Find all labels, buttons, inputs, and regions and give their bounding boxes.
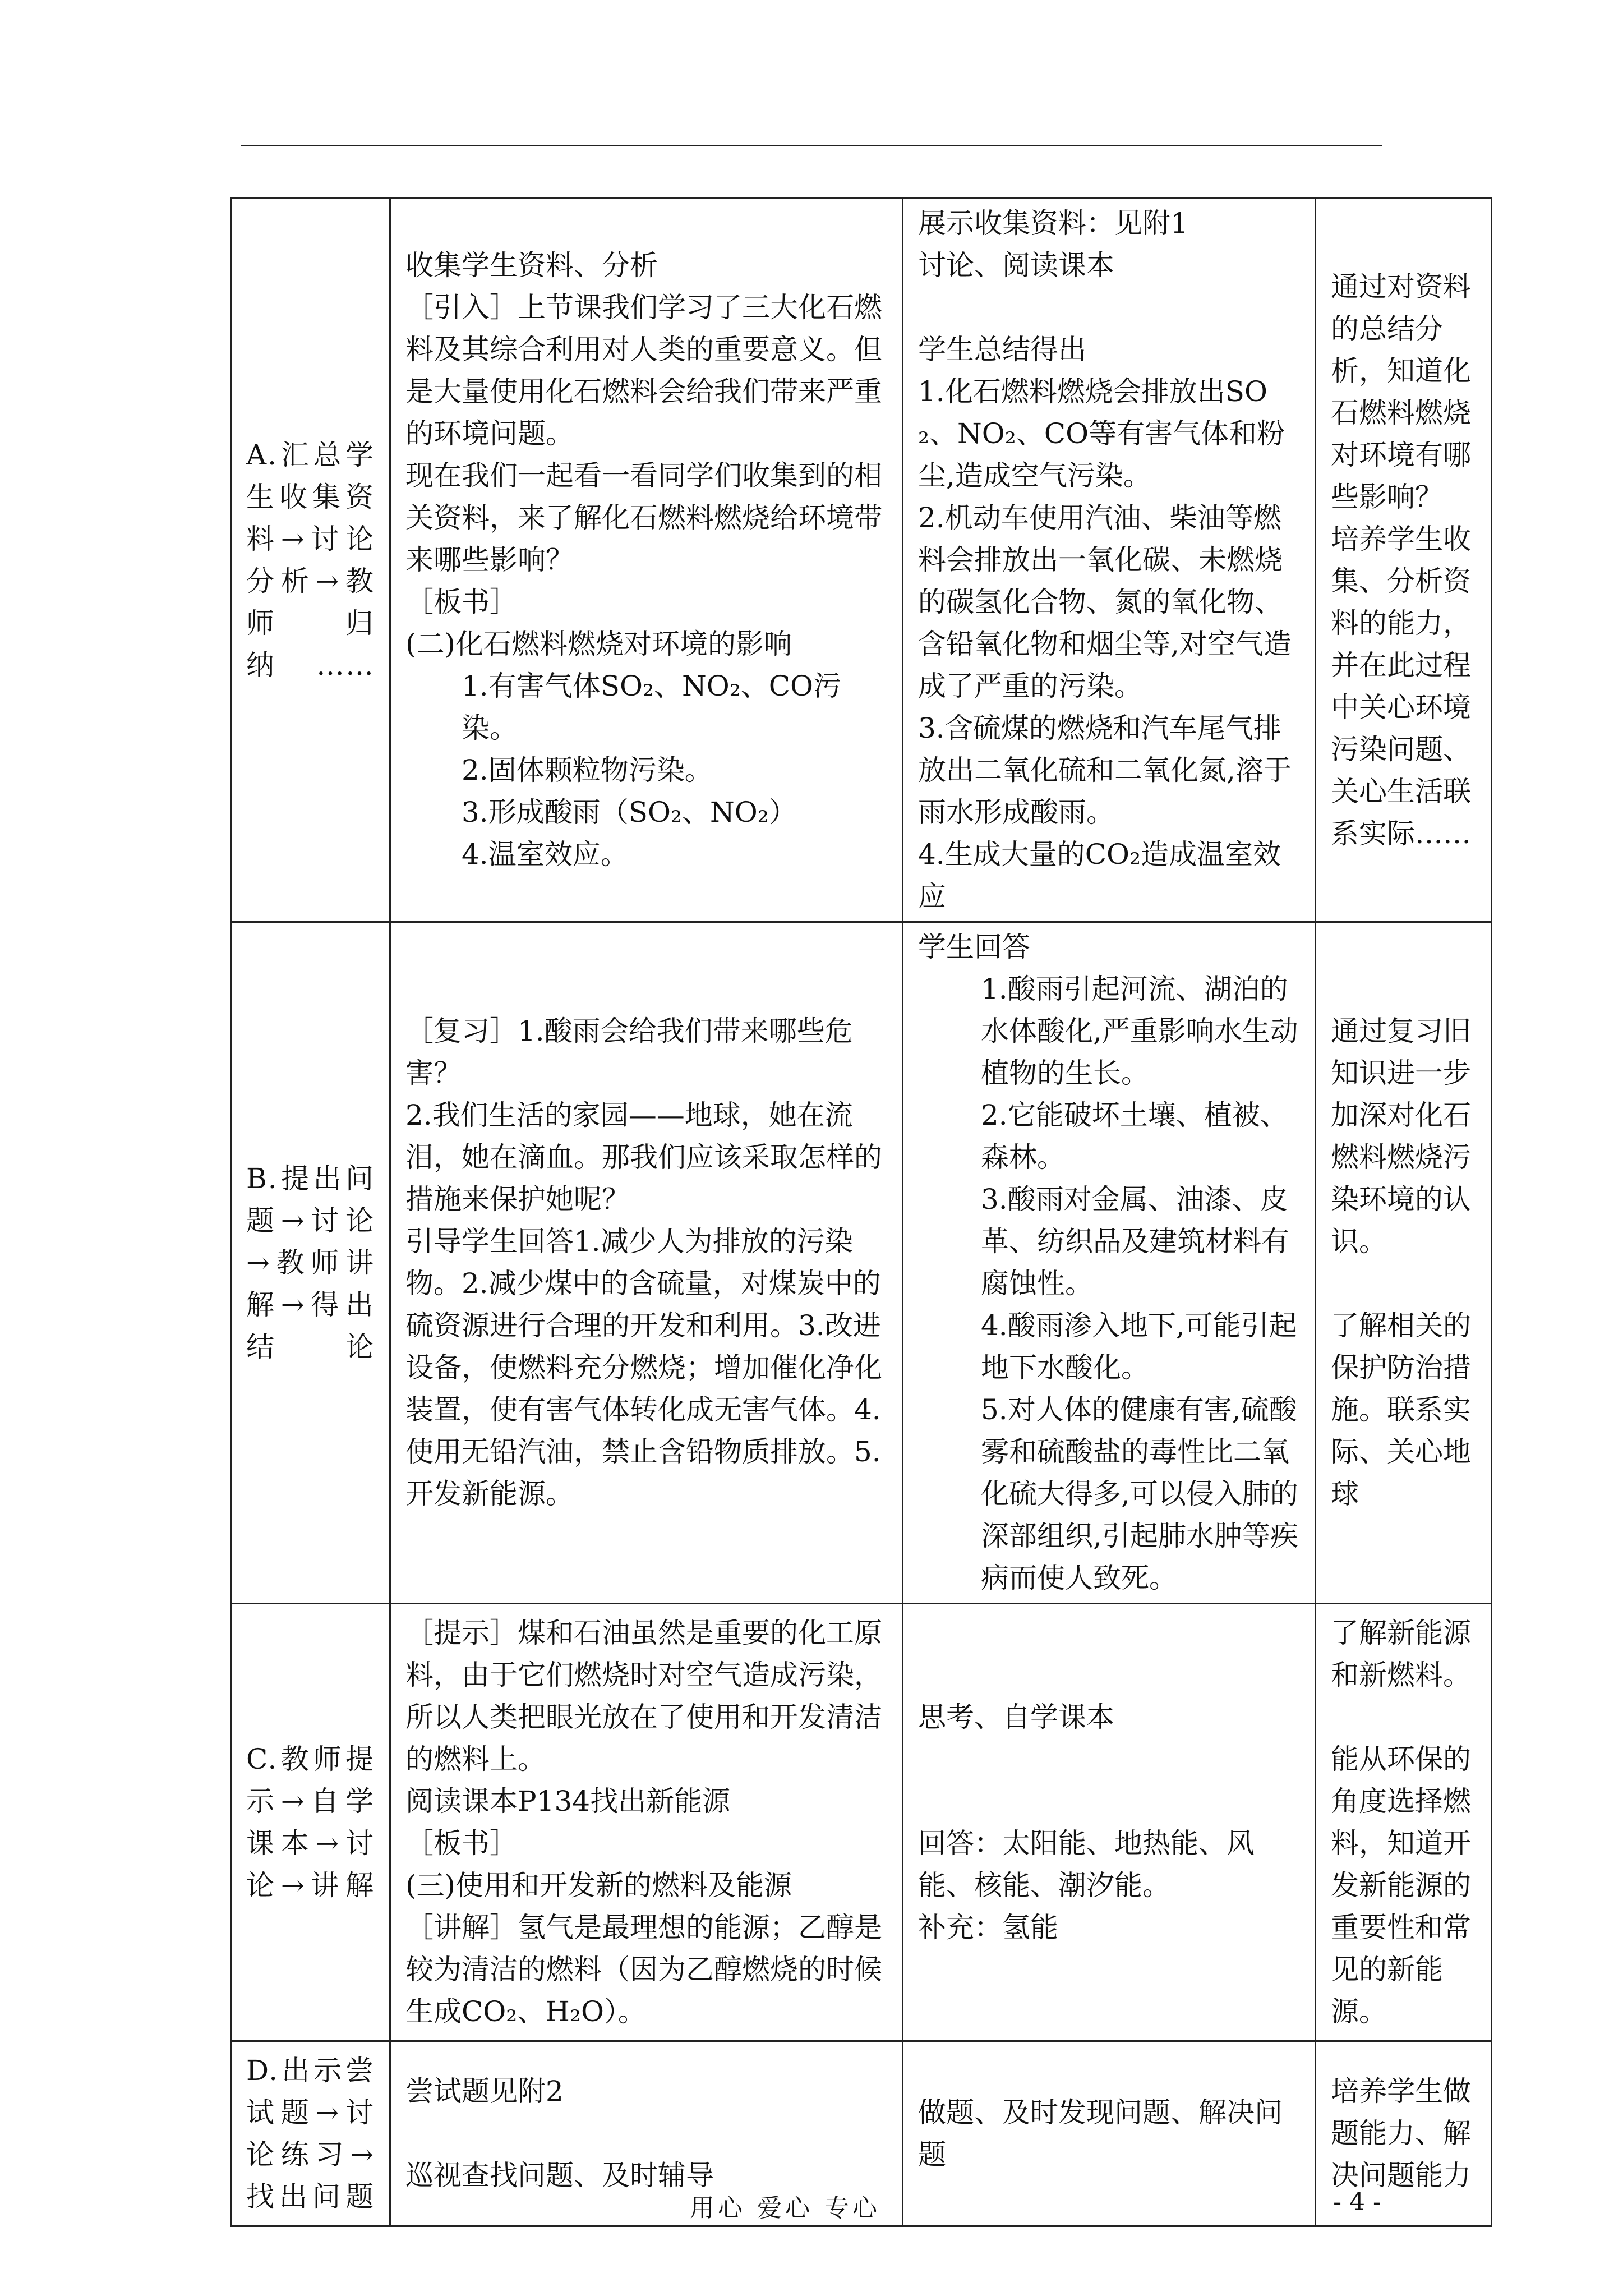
footer-motto: 用心 爱心 专心	[690, 2194, 880, 2223]
cell-paragraph: ［复习］1.酸雨会给我们带来哪些危害？	[405, 1015, 853, 1089]
cell-paragraph: ［引入］上节课我们学习了三大化石燃料及其综合利用对人类的重要意义。但是大量使用化石燃料会给我们带来严重的环境问题。	[405, 291, 882, 450]
cell-paragraph: 4.温室效应。	[462, 838, 629, 871]
cell-paragraph: ［板书］	[405, 586, 518, 618]
student-activity-cell	[903, 1604, 1316, 2041]
cell-paragraph: 2.机动车使用汽油、柴油等燃料会排放出一氧化碳、未燃烧的碳氢化合物、氮的氧化物、含铅氧化物和烟尘等,对空气造成了严重的污染。	[918, 501, 1292, 702]
cell-paragraph: 1.化石燃料燃烧会排放出SO₂、NO₂、CO等有害气体和粉尘,造成空气污染。	[918, 375, 1285, 492]
stage-cell: B.提出问题→讨论→教师讲解→得出结论	[231, 922, 390, 1604]
cell-paragraph: 讨论、阅读课本	[918, 249, 1114, 282]
table-row	[231, 1604, 1492, 2041]
stage-cell: A.汇总学生收集资料→讨论分析→教师归纳……	[231, 199, 390, 922]
table-row	[231, 922, 1492, 1604]
spacer	[918, 1780, 1300, 1823]
lesson-plan-table	[230, 197, 1492, 2227]
cell-paragraph: 培养学生收集、分析资料的能力，并在此过程中关心环境污染问题、关心生活联系实际……	[1331, 522, 1471, 850]
spacer	[405, 2113, 887, 2155]
cell-paragraph: 2.它能破坏土壤、植被、森林。	[981, 1099, 1288, 1174]
cell-paragraph: 引导学生回答1.减少人为排放的污染物。2.减少煤中的含硫量，对煤炭中的硫资源进行合理的开发和利用。3.改进设备，使燃料充分燃烧；增加催化净化装置，使有害气体转化成无害气体。4.使用无铅汽油，禁止含铅物质排放。5.开发新能源。	[405, 1225, 882, 1510]
cell-paragraph: ［板书］	[405, 1826, 518, 1860]
page-number: - 4 -	[1333, 2188, 1381, 2216]
cell-paragraph: 了解相关的保护防治措施。联系实际、关心地球	[1331, 1309, 1471, 1510]
cell-paragraph: 通过复习旧知识进一步加深对化石燃料燃烧污染环境的认识。	[1331, 1015, 1471, 1258]
cell-paragraph: 3.形成酸雨（SO₂、NO₂）	[462, 796, 797, 829]
spacer	[1331, 1696, 1476, 1738]
cell-paragraph: 回答：太阳能、地热能、风能、核能、潮汐能。	[918, 1826, 1255, 1902]
teacher-activity-cell	[390, 199, 903, 922]
teacher-activity-cell	[390, 1604, 903, 2041]
cell-paragraph: 补充：氢能	[918, 1911, 1058, 1944]
cell-paragraph: 收集学生资料、分析	[405, 249, 658, 282]
cell-paragraph: 4.酸雨渗入地下,可能引起地下水酸化。	[981, 1309, 1297, 1384]
cell-paragraph: (三)使用和开发新的燃料及能源	[405, 1869, 792, 1902]
design-intent-cell	[1316, 199, 1492, 922]
stage-cell: C.教师提示→自学课本→讨论→讲解	[231, 1604, 390, 2041]
cell-paragraph: 5.对人体的健康有害,硫酸雾和硫酸盐的毒性比二氧化硫大得多,可以侵入肺的深部组织,引起肺水肿等疾病而使人致死。	[981, 1393, 1298, 1594]
spacer	[918, 287, 1300, 329]
cell-paragraph: 思考、自学课本	[918, 1700, 1114, 1733]
spacer	[1331, 1263, 1476, 1305]
design-intent-cell	[1316, 1604, 1492, 2041]
cell-paragraph: 学生总结得出	[918, 333, 1086, 366]
cell-paragraph: (二)化石燃料燃烧对环境的影响	[405, 628, 792, 660]
cell-paragraph: 1.有害气体SO₂、NO₂、CO污染。	[462, 670, 842, 744]
cell-paragraph: 3.酸雨对金属、油漆、皮革、纺织品及建筑材料有腐蚀性。	[981, 1183, 1289, 1300]
cell-paragraph: 能从环保的角度选择燃料，知道开发新能源的重要性和常见的新能源。	[1331, 1742, 1471, 2028]
stage-cell: D.出示尝试题→讨论练习→找出问题	[231, 2041, 390, 2226]
cell-paragraph: ［提示］煤和石油虽然是重要的化工原料，由于它们燃烧时对空气造成污染，所以人类把眼光放在了使用和开发清洁的燃料上。	[405, 1616, 882, 1775]
cell-paragraph: 了解新能源和新燃料。	[1331, 1616, 1471, 1691]
cell-paragraph: 1.酸雨引起河流、湖泊的水体酸化,严重影响水生动植物的生长。	[981, 973, 1298, 1089]
header-rule	[241, 145, 1382, 146]
student-activity-cell	[903, 2041, 1316, 2226]
cell-paragraph: 展示收集资料：见附1	[918, 207, 1188, 240]
cell-paragraph: ［讲解］氢气是最理想的能源；乙醇是较为清洁的燃料（因为乙醇燃烧的时候生成CO₂、H₂O）。	[405, 1911, 882, 2028]
student-activity-cell	[903, 199, 1316, 922]
cell-paragraph: 做题、及时发现问题、解决问题	[918, 2096, 1283, 2171]
cell-paragraph: 4.生成大量的CO₂造成温室效应	[918, 838, 1281, 913]
design-intent-cell	[1316, 922, 1492, 1604]
cell-paragraph: 3.含硫煤的燃烧和汽车尾气排放出二氧化硫和二氧化氮,溶于雨水形成酸雨。	[918, 712, 1292, 829]
table-row	[231, 199, 1492, 922]
cell-paragraph: 学生回答	[918, 931, 1030, 963]
student-activity-cell	[903, 922, 1316, 1604]
cell-paragraph: 尝试题见附2	[405, 2075, 564, 2108]
cell-paragraph: 现在我们一起看一看同学们收集到的相关资料，来了解化石燃料燃烧给环境带来哪些影响？	[405, 459, 882, 576]
cell-paragraph: 巡视查找问题、及时辅导	[405, 2159, 714, 2192]
cell-paragraph: 2.固体颗粒物污染。	[462, 754, 713, 786]
spacer	[918, 1738, 1300, 1780]
cell-paragraph: 培养学生做题能力、解决问题能力	[1331, 2075, 1471, 2192]
teacher-activity-cell	[390, 922, 903, 1604]
cell-paragraph: 2.我们生活的家园——地球，她在流泪，她在滴血。那我们应该采取怎样的措施来保护她呢？	[405, 1099, 882, 1216]
cell-paragraph: 通过对资料的总结分析，知道化石燃料燃烧对环境有哪些影响？	[1331, 270, 1471, 513]
cell-paragraph: 阅读课本P134找出新能源	[405, 1784, 731, 1818]
